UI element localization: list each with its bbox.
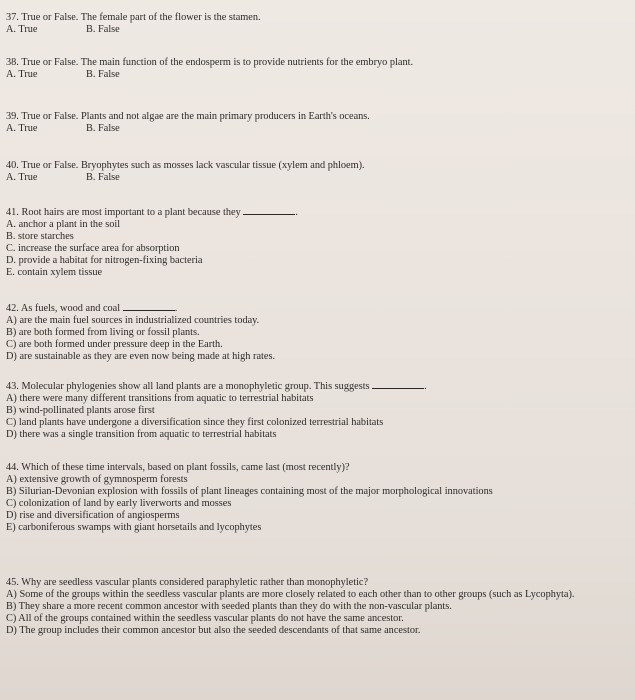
question-43-option-c: C) land plants have undergone a diversification since they first colonized terrestrial habitats [6,417,384,428]
question-38-choices [6,69,627,81]
question-42-option-c: C) are both formed under pressure deep in the Earth. [6,339,223,350]
question-43 [6,379,627,441]
question-41-option-b: B. store starches [6,231,74,242]
question-42-option-b: B) are both formed from living or fossil plants. [6,327,200,338]
question-45-option-a: A) Some of the groups within the seedless vascular plants are more closely related to each other than to other groups (such as Lycophyta). [6,589,575,600]
question-39 [6,111,627,135]
question-41-option-a: A. anchor a plant in the soil [6,219,121,230]
question-41-stem-line [6,205,627,219]
question-40-choices [6,172,627,184]
question-45-option-c: C) All of the groups contained within the seedless vascular plants do not have the same ancestor. [6,613,404,624]
question-37-choice-a: A. True [6,24,38,35]
question-44-option-c: C) colonization of land by early liverworts and mosses [6,498,232,509]
question-43-option-b: B) wind-pollinated plants arose first [6,405,155,416]
answer-blank [123,301,175,311]
question-44-option-b: B) Silurian-Devonian explosion with fossils of plant lineages containing most of the major morphological innovations [6,486,493,497]
question-37 [6,12,627,36]
question-42-option-a: A) are the main fuel sources in industrialized countries today. [6,315,260,326]
question-38-choice-b: B. False [86,69,120,80]
question-44-option-a: A) extensive growth of gymnosperm forests [6,474,188,485]
question-41 [6,205,627,279]
question-40-choice-a: A. True [6,172,38,183]
question-40-stem: 40. True or False. Bryophytes such as mosses lack vascular tissue (xylem and phloem). [6,160,365,171]
question-42 [6,301,627,363]
question-41-option-e: E. contain xylem tissue [6,267,103,278]
question-39-choice-a: A. True [6,123,38,134]
question-39-stem: 39. True or False. Plants and not algae are the main primary producers in Earth's oceans. [6,111,370,122]
question-45-option-b: B) They share a more recent common ancestor with seeded plants than they do with the non-vascular plants. [6,601,452,612]
question-43-stem-line [6,379,627,393]
question-45-option-d: D) The group includes their common ancestor but also the seeded descendants of that same ancestor. [6,625,421,636]
question-45 [6,577,627,637]
question-43-stem: 43. Molecular phylogenies show all land plants are a monophyletic group. This suggests [6,381,370,392]
question-38-stem: 38. True or False. The main function of the endosperm is to provide nutrients for the embryo plant. [6,57,414,68]
question-38-choice-a: A. True [6,69,38,80]
question-42-option-d: D) are sustainable as they are even now being made at high rates. [6,351,276,362]
question-37-choice-b: B. False [86,24,120,35]
question-38 [6,57,627,81]
question-41-stem-end: . [295,207,298,218]
question-42-stem-end: . [174,303,178,314]
answer-blank [372,379,424,389]
question-40 [6,160,627,184]
question-41-option-c: C. increase the surface area for absorption [6,243,180,254]
question-41-stem: 41. Root hairs are most important to a plant because they [6,207,241,218]
question-42-stem-line [6,301,627,315]
question-45-stem: 45. Why are seedless vascular plants considered paraphyletic rather than monophyletic? [6,577,369,588]
question-40-choice-b: B. False [86,172,120,183]
question-43-option-d: D) there was a single transition from aquatic to terrestrial habitats [6,429,277,440]
question-37-choices [6,24,627,36]
question-44-option-d: D) rise and diversification of angiosperms [6,510,180,521]
question-41-option-d: D. provide a habitat for nitrogen-fixing bacteria [6,255,203,266]
question-39-choice-b: B. False [86,123,120,134]
question-43-option-a: A) there were many different transitions from aquatic to terrestrial habitats [6,393,314,404]
answer-blank [243,205,295,215]
question-39-choices [6,123,627,135]
question-43-stem-end: . [424,381,427,392]
question-37-stem: 37. True or False. The female part of the flower is the stamen. [6,12,261,23]
question-42-stem: 42. As fuels, wood and coal [6,303,121,314]
question-44-stem: 44. Which of these time intervals, based on plant fossils, came last (most recently)? [6,462,350,473]
question-44-option-e: E) carboniferous swamps with giant horsetails and lycophytes [6,522,262,533]
question-44 [6,462,627,534]
